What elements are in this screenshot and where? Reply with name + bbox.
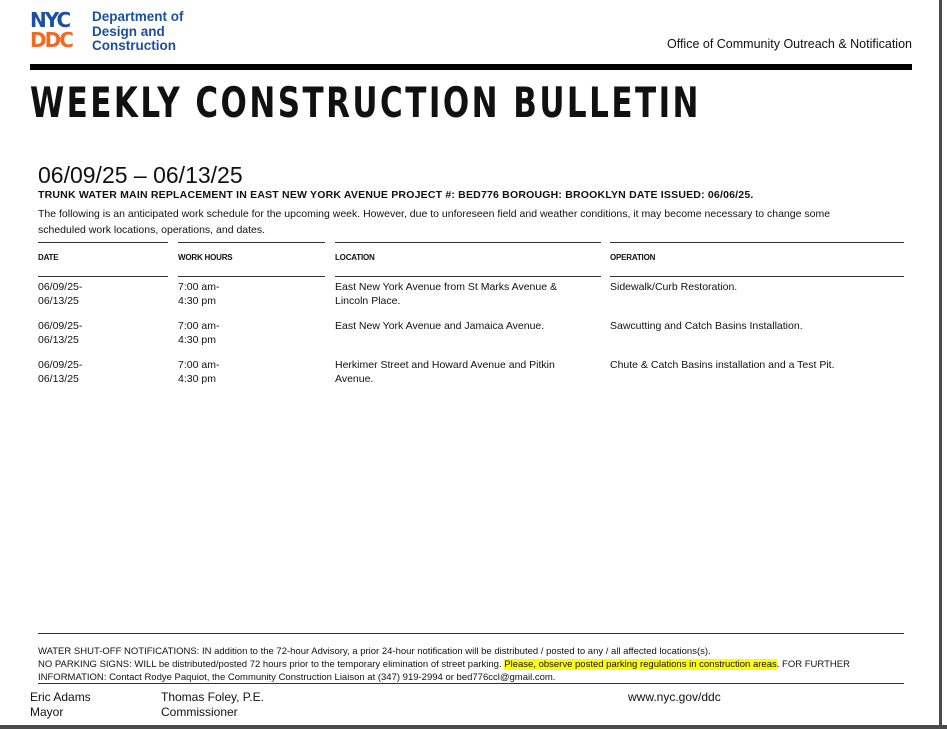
parking-notice: NO PARKING SIGNS: WILL be distributed/posted 72 hours prior to the temporary elimination of street parking. Please, observe posted parking regulations in construction areas. FOR FURTHER INFORMATION: Contact Rodye Paquiot, the Community Construction Liaison at (347) 919-2994 or bed776ccl@gmail.com. [38, 659, 850, 683]
website-link[interactable]: www.nyc.gov/ddc [628, 690, 721, 704]
office-name: Office of Community Outreach & Notification [666, 37, 912, 51]
col-header-location: LOCATION [335, 253, 375, 262]
table-rule-bottom-operation [610, 276, 904, 277]
agency-line-1: Department of [92, 9, 184, 24]
mayor-name: Eric Adams [30, 690, 91, 704]
notice-rule-top [38, 633, 904, 634]
notice-rule-bottom [38, 683, 904, 684]
bulletin-title: WEEKLY CONSTRUCTION BULLETIN [30, 78, 701, 127]
water-shutoff-notice: WATER SHUT-OFF NOTIFICATIONS: IN addition to the 72-hour Advisory, a prior 24-hour notification will be distributed / posted to any / all affected locations(s). [38, 646, 711, 657]
parking-highlight: Please, observe posted parking regulations in construction areas [504, 659, 777, 670]
notices-block [38, 645, 904, 684]
mayor-signature [30, 690, 91, 720]
table-row-hours: 7:00 am- 4:30 pm [178, 359, 220, 385]
mayor-title: Mayor [30, 705, 64, 719]
table-rule-top-operation [610, 242, 904, 243]
header-rule [30, 64, 912, 70]
table-row-operation: Chute & Catch Basins installation and a Test Pit. [610, 359, 835, 371]
table-row-location: East New York Avenue from St Marks Avenue & Lincoln Place. [335, 281, 557, 307]
commissioner-signature [161, 690, 264, 720]
col-header-date: DATE [38, 253, 59, 262]
nyc-ddc-logo [30, 10, 86, 50]
col-header-operation: OPERATION [610, 253, 656, 262]
table-row-operation: Sawcutting and Catch Basins Installation. [610, 320, 803, 332]
page-edge-right [939, 0, 942, 729]
table-rule-top-date [38, 242, 168, 243]
table-row-hours: 7:00 am- 4:30 pm [178, 281, 220, 307]
table-row-date: 06/09/25- 06/13/25 [38, 359, 83, 385]
table-row-location: Herkimer Street and Howard Avenue and Pitkin Avenue. [335, 359, 555, 385]
agency-line-3: Construction [92, 38, 176, 53]
logo-ddc-text: DDC [30, 28, 72, 52]
table-rule-top-location [335, 242, 601, 243]
page-edge-bottom [0, 725, 947, 729]
table-row-hours: 7:00 am- 4:30 pm [178, 320, 220, 346]
table-row-date: 06/09/25- 06/13/25 [38, 281, 83, 307]
agency-line-2: Design and [92, 23, 165, 39]
table-rule-top-hours [178, 242, 325, 243]
table-rule-bottom-hours [178, 276, 325, 277]
agency-name [92, 10, 184, 54]
date-range: 06/09/25 – 06/13/25 [38, 162, 243, 188]
intro-text: The following is an anticipated work schedule for the upcoming week. However, due to unforeseen field and weather conditions, it may become necessary to change some scheduled work locations, operations, and dates. [38, 208, 831, 236]
col-header-hours: WORK HOURS [178, 253, 233, 262]
project-line: TRUNK WATER MAIN REPLACEMENT IN EAST NEW YORK AVENUE PROJECT #: BED776 BOROUGH: BROOKLYN DATE ISSUED: 06/06/25. [38, 189, 754, 201]
commissioner-name: Thomas Foley, P.E. [161, 690, 264, 704]
table-row-date: 06/09/25- 06/13/25 [38, 320, 83, 346]
table-row-location: East New York Avenue and Jamaica Avenue. [335, 320, 545, 332]
table-rule-bottom-date [38, 276, 168, 277]
table-rule-bottom-location [335, 276, 601, 277]
table-row-operation: Sidewalk/Curb Restoration. [610, 281, 738, 293]
commissioner-title: Commissioner [161, 705, 238, 719]
logo-nyc-text: NYC [30, 8, 70, 32]
